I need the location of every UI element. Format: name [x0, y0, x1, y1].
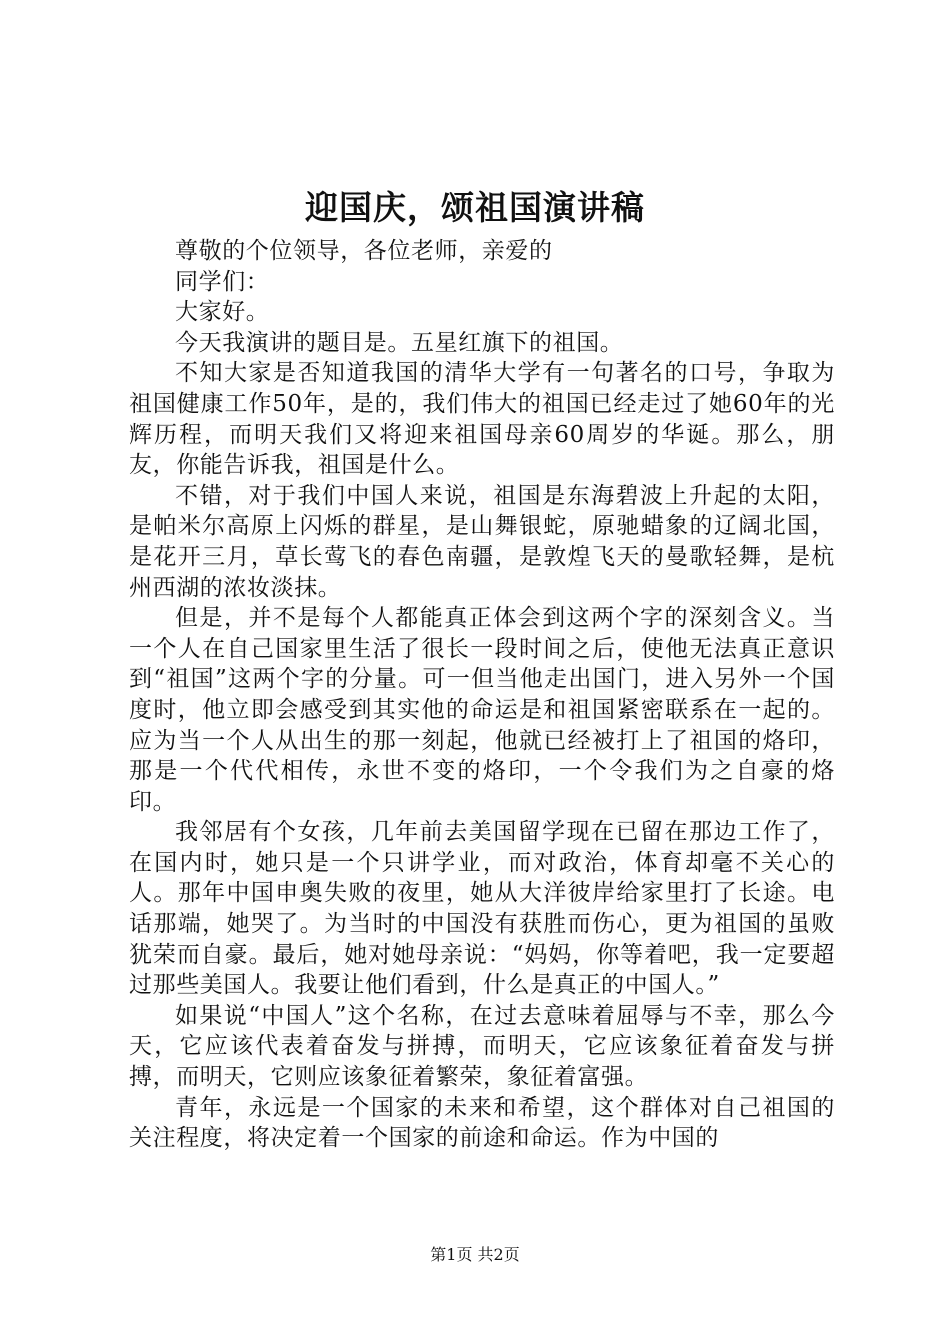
paragraph-salutation: 尊敬的个位领导，各位老师，亲爱的 — [175, 238, 553, 264]
paragraph-greeting: 大家好。 — [175, 299, 270, 326]
paragraph-body: 我邻居有个女孩，几年前去美国留学现在已留在那边工作了，在国内时，她只是一个只讲学业，而对政治，体育却毫不关心的人。那年中国申奥失败的夜里，她从大洋彼岸给家里打了长途。电话那端，她哭了。为当时的中国没有获胜而伤心，更为祖国的虽败犹荣而自豪。最后，她对她母亲说：“妈妈，你等着吧，我一定要超过那些美国人。我要让他们看到，什么是真正的中国人。” — [129, 819, 835, 999]
paragraph-body: 青年，永远是一个国家的未来和希望，这个群体对自己祖国的关注程度，将决定着一个国家的前途和命运。作为中国的 — [129, 1094, 835, 1152]
paragraph-body: 不知大家是否知道我国的清华大学有一句著名的口号，争取为祖国健康工作50年，是的，我们伟大的祖国已经走过了她60年的光辉历程，而明天我们又将迎来祖国母亲60周岁的华诞。那么，朋友，你能告诉我，祖国是什么。 — [129, 360, 835, 479]
paragraph-body: 但是，并不是每个人都能真正体会到这两个字的深刻含义。当一个人在自己国家里生活了很长一段时间之后，使他无法真正意识到“祖国”这两个字的分量。可一但当他走出国门，进入另外一个国度时，他立即会感受到其实他的命运是和祖国紧密联系在一起的。应为当一个人从出生的那一刻起，他就已经被打上了祖国的烙印，那是一个代代相传，永世不变的烙印，一个令我们为之自豪的烙印。 — [129, 605, 835, 815]
document-body — [129, 236, 835, 1154]
paragraph-salutation-cont: 同学们： — [175, 268, 270, 295]
page-number-footer: 第1页 共2页 — [430, 1245, 520, 1264]
paragraph-body: 不错，对于我们中国人来说，祖国是东海碧波上升起的太阳，是帕米尔高原上闪烁的群星，是山舞银蛇，原驰蜡象的辽阔北国，是花开三月，草长莺飞的春色南疆，是敦煌飞天的曼歌轻舞，是杭州西湖的浓妆淡抹。 — [129, 482, 835, 601]
document-title: 迎国庆，颂祖国演讲稿 — [305, 188, 645, 227]
paragraph-topic: 今天我演讲的题目是。五星红旗下的祖国。 — [175, 329, 624, 356]
paragraph-body: 如果说“中国人”这个名称，在过去意味着屈辱与不幸，那么今天，它应该代表着奋发与拼搏，而明天，它应该象征着奋发与拼搏，而明天，它则应该象征着繁荣，象征着富强。 — [129, 1002, 835, 1091]
